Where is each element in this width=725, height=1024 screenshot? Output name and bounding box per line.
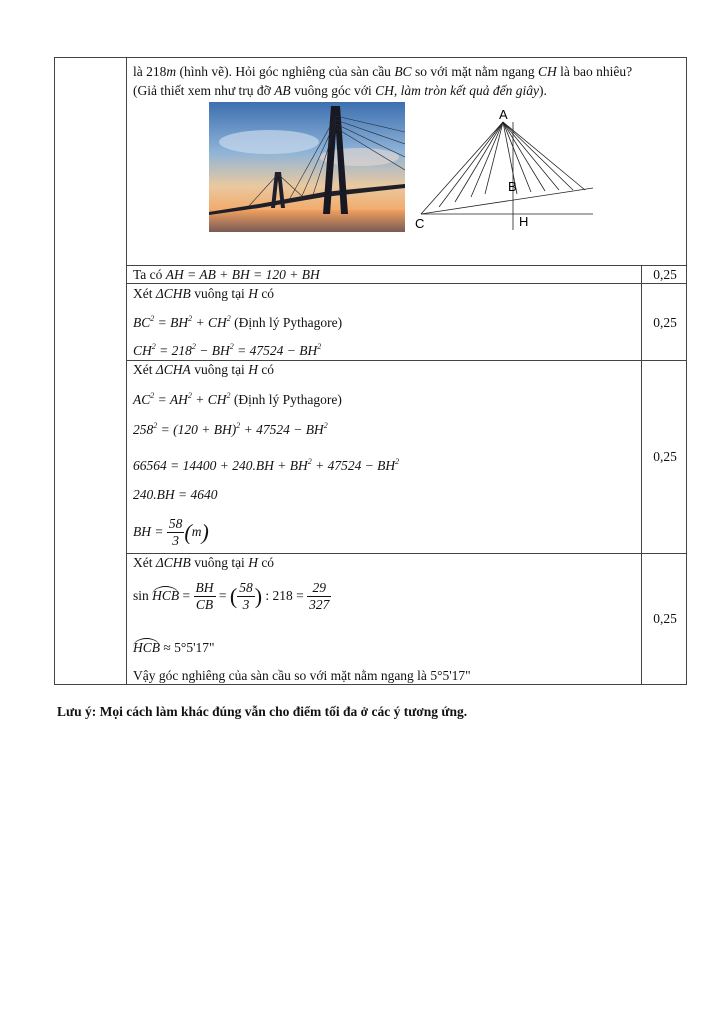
- row-divider: [126, 553, 686, 554]
- point-c-label: C: [415, 216, 425, 231]
- row4-conclusion: Vậy góc nghiêng của sàn cầu so với mặt nằm ngang là 5°5'17": [133, 668, 471, 683]
- problem-line-2: (Giả thiết xem như trụ đỡ AB vuông góc với CH, làm tròn kết quả đến giây).: [133, 83, 547, 98]
- row2-eq2: $CH^2 = 218^2 - BH^2 = 47524 - BH^2$: [133, 342, 322, 358]
- row3-intro: Xét ΔCHA vuông tại H có: [133, 362, 275, 377]
- row3-eq3: $66564 = 14400 + 240.BH + BH^2 + 47524 - BH^2$: [133, 457, 400, 473]
- row2-score: 0,25: [653, 315, 677, 330]
- row4-eq2: HCB ≈ 5°5'17": [133, 640, 215, 655]
- column-divider: [126, 58, 127, 684]
- row2-eq1: $BC^2 = BH^2 + CH^2$ (Định lý Pythagore): [133, 314, 343, 330]
- row4-intro: Xét ΔCHB vuông tại H có: [133, 555, 275, 570]
- point-b-label: B: [508, 179, 517, 194]
- grading-note: Lưu ý: Mọi cách làm khác đúng vẫn cho điểm tối đa ở các ý tương ứng.: [57, 704, 468, 719]
- point-a-label: A: [499, 107, 508, 122]
- row2-intro: Xét ΔCHB vuông tại H có: [133, 286, 275, 301]
- row4-eq1: sin HCB = $\frac{BH}{CB}$ = ( $\frac{58}{3}$ ) : 218 = $\frac{29}{327}$: [133, 580, 330, 613]
- row3-eq4: 240.BH = 4640: [133, 487, 218, 502]
- bridge-diagram: [413, 104, 595, 236]
- score-column-divider: [641, 265, 642, 684]
- bridge-photo: [209, 102, 405, 232]
- row1-score: 0,25: [653, 267, 677, 282]
- row3-eq2: $258^2 = (120 + BH)^2 + 47524 - BH^2$: [133, 421, 328, 437]
- solution-table: [54, 57, 687, 685]
- row-divider: [126, 360, 686, 361]
- problem-line-1: là 218m (hình vẽ). Hỏi góc nghiêng của sàn cầu BC so với mặt nằm ngang CH là bao nhiêu?: [133, 64, 633, 79]
- row-divider: [126, 265, 686, 266]
- row1-text: Ta có AH = AB + BH = 120 + BH: [133, 267, 320, 282]
- row3-score: 0,25: [653, 449, 677, 464]
- point-h-label: H: [519, 214, 529, 229]
- row3-eq5: BH = $\frac{58}{3}$ (m): [133, 516, 209, 549]
- row3-eq1: $AC^2 = AH^2 + CH^2$ (Định lý Pythagore): [133, 391, 342, 407]
- row4-score: 0,25: [653, 611, 677, 626]
